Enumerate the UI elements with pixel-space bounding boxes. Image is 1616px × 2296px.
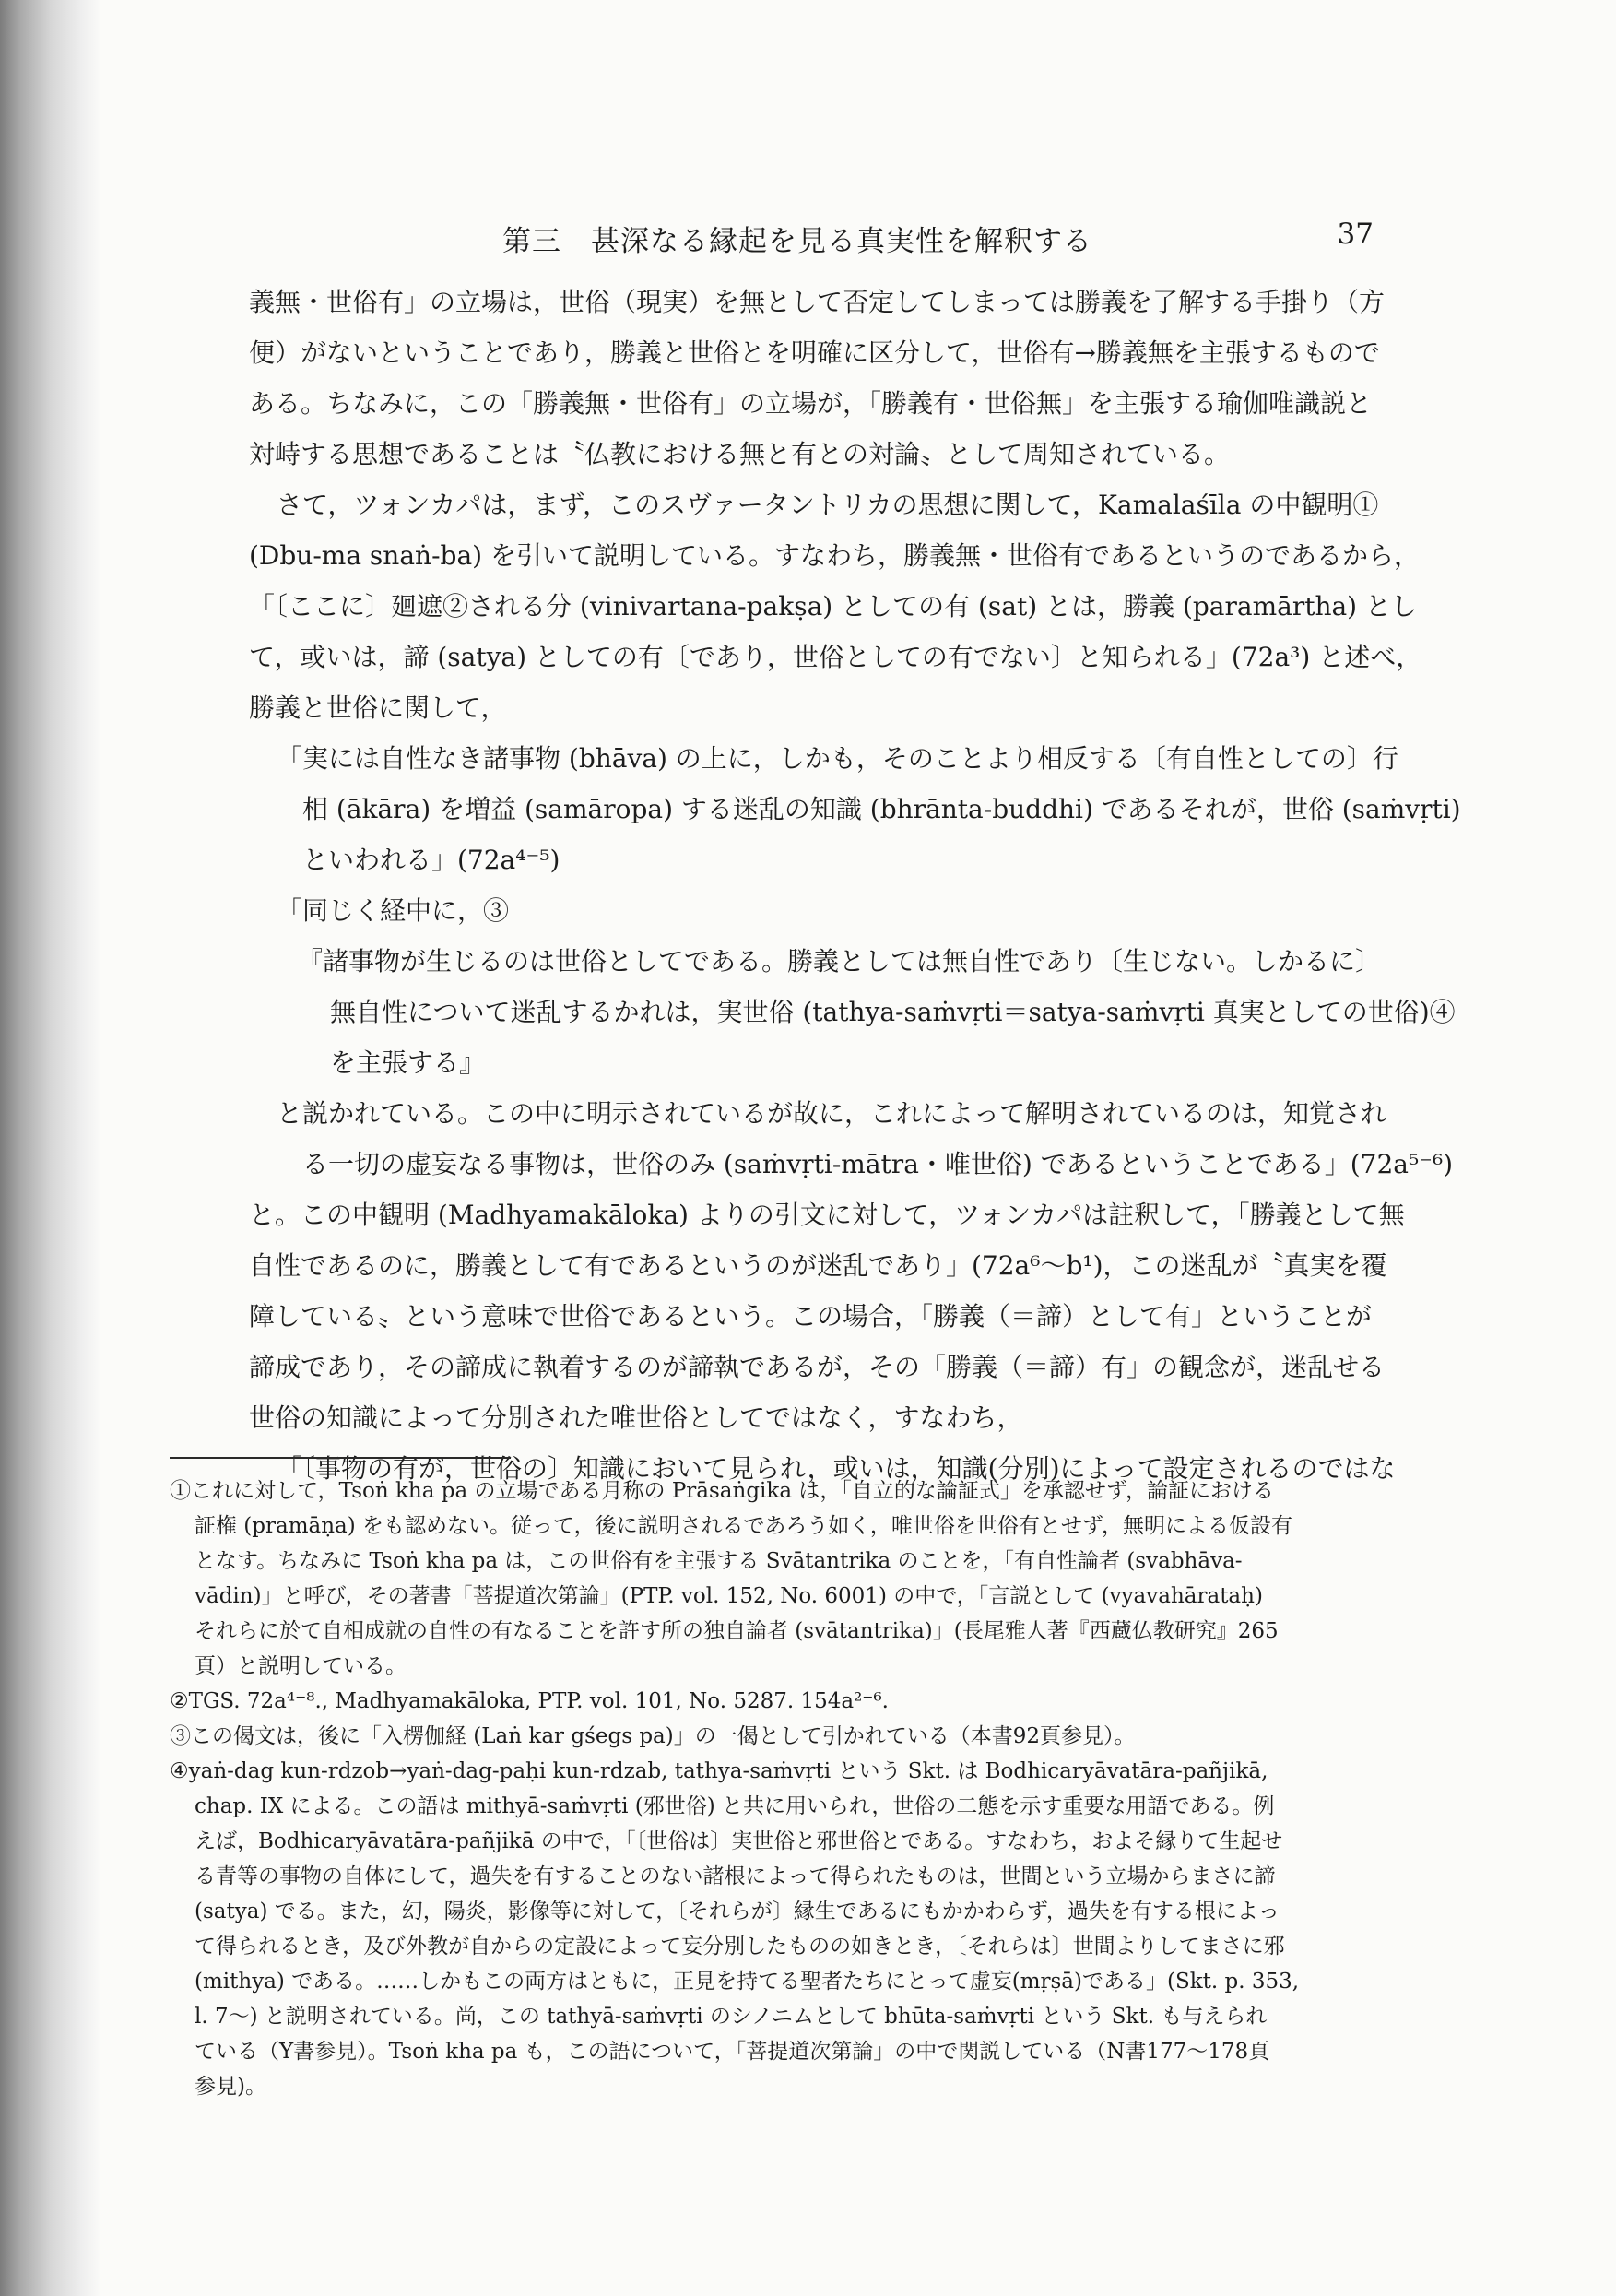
footnote-line: えば，Bodhicaryāvatāra-pañjikā の中で，「〔世俗は〕実世俗と邪世俗とである。すなわち，およそ縁りて生起せ <box>195 1829 1283 1853</box>
footnotes-section <box>170 1473 1396 2104</box>
text-line: さて，ツォンカパは，まず，このスヴァータントリカの思想に関して，Kamalaśīla の中観明① <box>277 490 1379 520</box>
footnote-line: それらに於て自相成就の自性の有なることを許す所の独自論者 (svātantrika)」(長尾雅人著『西蔵仏教研究』265 <box>195 1619 1279 1643</box>
scan-shadow-edge <box>0 0 101 2296</box>
text-line: 対峙する思想であることは〝仏教における無と有との対論〟として周知されている。 <box>249 439 1231 469</box>
text-line: 「実には自性なき諸事物 (bhāva) の上に，しかも，そのことより相反する〔有自性としての〕行 <box>277 743 1398 774</box>
text-line: を主張する』 <box>330 1047 486 1078</box>
text-line: 自性であるのに，勝義として有であるというのが迷乱であり」(72a⁶〜b¹)，この迷乱が〝真実を覆 <box>249 1250 1387 1281</box>
footnote-line: (satya) でる。また，幻，陽炎，影像等に対して，〔それらが〕縁生であるにもかかわらず，過失を有する根によっ <box>195 1900 1280 1923</box>
footnote-line: ている（Y書参見）。Tsoṅ kha pa も，この語について，「菩提道次第論」の中で関説している（N書177〜178頁 <box>195 2040 1270 2064</box>
text-line: と。この中観明 (Madhyamakāloka) よりの引文に対して，ツォンカパは註釈して，「勝義として無 <box>249 1200 1405 1230</box>
chapter-title: 第三 甚深なる縁起を見る真実性を解釈する <box>502 225 1092 258</box>
main-body-text <box>249 277 1461 1494</box>
footnote-separator <box>170 1457 511 1459</box>
text-line: 「同じく経中に，③ <box>277 895 510 926</box>
footnote-line: vādin)」と呼び，その著書「菩提道次第論」(PTP. vol. 152, No. 6001) の中で，「言説として (vyavahārataḥ) <box>195 1584 1263 1608</box>
footnote-line: となす。ちなみに Tsoṅ kha pa は，この世俗有を主張する Svātantrika のことを，「有自性論者 (svabhāva- <box>195 1549 1243 1573</box>
text-line: 「〔事物の有が，世俗の〕知識において見られ，或いは，知識(分別)によって設定されるのではな <box>277 1453 1396 1484</box>
text-line: 無自性について迷乱するかれは，実世俗 (tathya-saṁvṛti＝satya-saṁvṛti 真実としての世俗)④ <box>330 997 1456 1027</box>
footnote-start: ②TGS. 72a⁴⁻⁸., Madhyamakāloka, PTP. vol. 101, No. 5287. 154a²⁻⁶. <box>170 1689 889 1713</box>
text-line: 世俗の知識によって分別された唯世俗としてではなく，すなわち， <box>249 1402 1023 1433</box>
text-line: と説かれている。この中に明示されているが故に，これによって解明されているのは，知覚され <box>277 1098 1387 1129</box>
text-line: 相 (ākāra) を増益 (samāropa) する迷乱の知識 (bhrānta-buddhi) であるそれが，世俗 (saṁvṛti) <box>302 794 1461 824</box>
footnote-line: (mithya) である。……しかもこの両方はともに，正見を持てる聖者たちにとって虚妄(mṛṣā)である」(Skt. p. 353, <box>195 1970 1300 1994</box>
text-line: といわれる」(72a⁴⁻⁵) <box>302 845 560 875</box>
footnote-line: る青等の事物の自体にして，過失を有することのない諸根によって得られたものは，世間という立場からまさに諦 <box>195 1864 1276 1888</box>
text-line: 諦成であり，その諦成に執着するのが諦執であるが，その「勝義（＝諦）有」の観念が，迷乱せる <box>249 1352 1386 1382</box>
footnote-line: て得られるとき，及び外教が自からの定設によって妄分別したものの如きとき，〔それらは〕世間よりしてまさに邪 <box>195 1935 1285 1959</box>
footnote-start: ③この偈文は，後に「入楞伽経 (Laṅ kar gśegs pa)」の一偈として引かれている（本書92頁参見）。 <box>170 1724 1136 1748</box>
footnote-line: 頁）と説明している。 <box>195 1654 407 1678</box>
text-line: ある。ちなみに，この「勝義無・世俗有」の立場が，「勝義有・世俗無」を主張する瑜伽唯識説と <box>249 388 1373 419</box>
footnote-start: ④yaṅ-dag kun-rdzob→yaṅ-dag-paḥi kun-rdzab, tathya-saṁvṛti という Skt. は Bodhicaryāvatāra-pañjikā, <box>170 1759 1268 1783</box>
text-line: 義無・世俗有」の立場は，世俗（現実）を無として否定してしまっては勝義を了解する手掛り（方 <box>249 287 1386 317</box>
footnote-line: l. 7〜) と説明されている。尚，この tathyā-saṁvṛti のシノニムとして bhūta-saṁvṛti という Skt. も与えられ <box>195 2005 1268 2029</box>
page-number: 37 <box>1337 218 1374 251</box>
text-line: 障している〟という意味で世俗であるという。この場合，「勝義（＝諦）として有」ということが <box>249 1301 1373 1331</box>
footnote-line: 証権 (pramāṇa) をも認めない。従って，後に説明されるであろう如く，唯世俗を世俗有とせず，無明による仮設有 <box>195 1514 1293 1538</box>
text-line: 「〔ここに〕廻遮②される分 (vinivartana-pakṣa) としての有 (sat) とは，勝義 (paramārtha) とし <box>249 591 1418 621</box>
footnote-line: chap. IX による。この語は mithyā-saṁvṛti (邪世俗) と共に用いられ，世俗の二態を示す重要な用語である。例 <box>195 1794 1275 1818</box>
text-line: 便）がないということであり，勝義と世俗とを明確に区分して，世俗有→勝義無を主張するもので <box>249 337 1380 368</box>
text-line: て，或いは，諦 (satya) としての有〔であり，世俗としての有でない〕と知られる」(72a³) と述べ， <box>249 642 1422 672</box>
text-line: 『諸事物が生じるのは世俗としてである。勝義としては無自性であり〔生じない。しかるに〕 <box>297 946 1382 976</box>
footnote-line: 参見)。 <box>195 2075 266 2099</box>
text-line: 勝義と世俗に関して， <box>249 692 507 723</box>
text-line: (Dbu-ma snaṅ-ba) を引いて説明している。すなわち，勝義無・世俗有であるというのであるから， <box>249 540 1420 571</box>
text-line: る一切の虚妄なる事物は，世俗のみ (saṁvṛti-mātra・唯世俗) であるということである」(72a⁵⁻⁶) <box>302 1149 1454 1179</box>
footnote-start: ①これに対して，Tsoṅ kha pa の立場である月称の Prāsaṅgika は，「自立的な論証式」を承認せず，論証における <box>170 1479 1275 1503</box>
running-header <box>249 218 1374 262</box>
